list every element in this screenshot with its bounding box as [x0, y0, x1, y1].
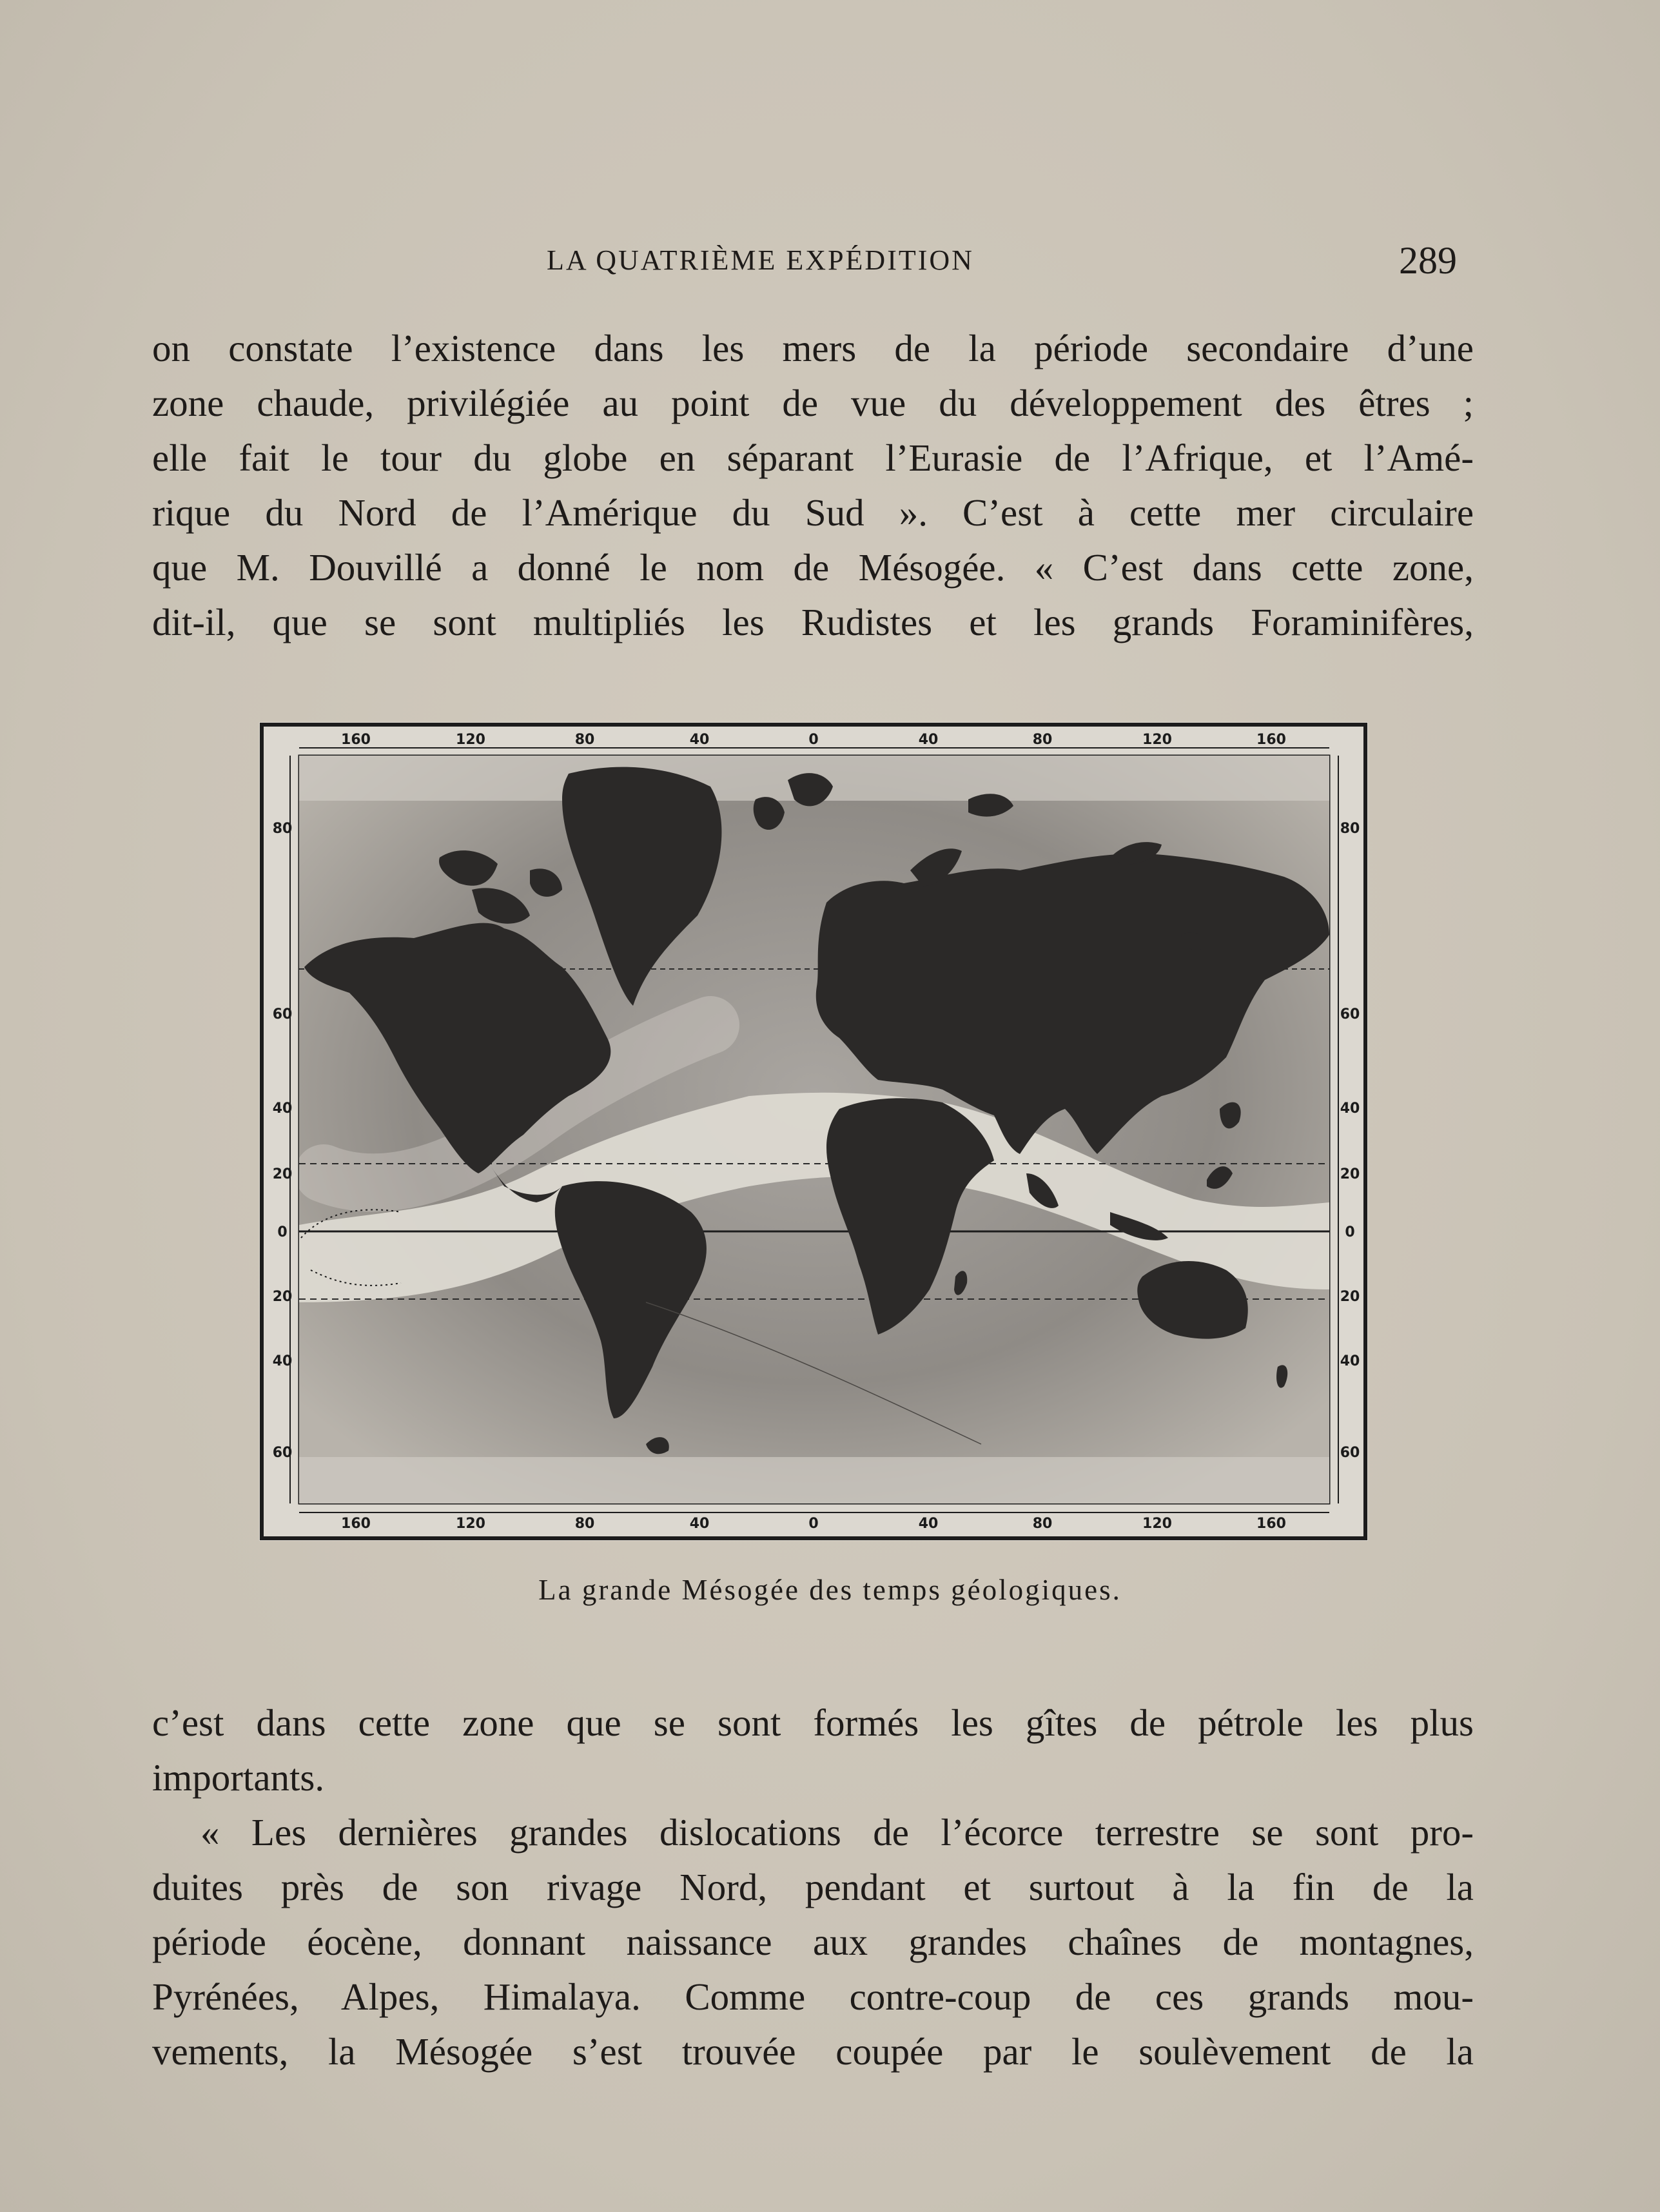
latitude-tick: 20 [272, 1289, 293, 1305]
longitude-tick: 80 [574, 732, 595, 748]
longitude-tick: 40 [918, 1516, 939, 1532]
mesogee-world-map-figure [259, 722, 1368, 1541]
latitude-tick: 40 [1340, 1101, 1360, 1117]
longitude-tick: 160 [1256, 1516, 1286, 1532]
latitude-tick: 60 [272, 1445, 293, 1461]
paragraph-top [152, 321, 1474, 650]
latitude-tick: 20 [1340, 1289, 1360, 1305]
text-line: on constate l’existence dans les mers de la période secondaire d’une [152, 327, 1474, 369]
longitude-tick: 0 [808, 1516, 819, 1532]
latitude-tick: 40 [272, 1101, 293, 1117]
longitude-tick: 120 [1142, 1516, 1172, 1532]
world-map-illustration [259, 722, 1368, 1541]
running-title: LA QUATRIÈME EXPÉDITION [547, 244, 974, 276]
latitude-tick: 40 [1340, 1353, 1360, 1369]
longitude-tick: 160 [341, 732, 371, 748]
latitude-tick: 40 [272, 1353, 293, 1369]
latitude-tick: 60 [1340, 1006, 1360, 1023]
text-line: que M. Douvillé a donné le nom de Mésogée. « C’est dans cette zone, [152, 546, 1474, 589]
text-line: rique du Nord de l’Amérique du Sud ». C’est à cette mer circulaire [152, 491, 1474, 534]
page-number: 289 [1399, 239, 1457, 282]
text-line: « Les dernières grandes dislocations de l’écorce terrestre se sont pro- [200, 1811, 1474, 1854]
text-line: zone chaude, privilégiée au point de vue du développement des êtres ; [152, 382, 1474, 424]
longitude-tick: 160 [1256, 732, 1286, 748]
latitude-tick: 20 [272, 1166, 293, 1182]
latitude-tick: 20 [1340, 1166, 1360, 1182]
longitude-tick: 80 [574, 1516, 595, 1532]
latitude-tick: 60 [272, 1006, 293, 1023]
text-line: elle fait le tour du globe en séparant l’Eurasie de l’Afrique, et l’Amé- [152, 436, 1474, 479]
longitude-tick: 40 [689, 1516, 710, 1532]
text-line: dit-il, que se sont multipliés les Rudistes et les grands Foraminifères, [152, 601, 1474, 643]
longitude-tick: 0 [808, 732, 819, 748]
latitude-tick: 60 [1340, 1445, 1360, 1461]
longitude-tick: 160 [341, 1516, 371, 1532]
longitude-tick: 80 [1032, 732, 1053, 748]
paragraph-bottom [152, 1696, 1474, 2079]
text-line: Pyrénées, Alpes, Himalaya. Comme contre-coup de ces grands mou- [152, 1975, 1474, 2018]
latitude-tick: 80 [272, 821, 293, 837]
latitude-tick: 0 [277, 1224, 288, 1240]
longitude-tick: 80 [1032, 1516, 1053, 1532]
longitude-tick: 40 [918, 732, 939, 748]
text-line: période éocène, donnant naissance aux grandes chaînes de montagnes, [152, 1921, 1474, 1963]
text-line: vements, la Mésogée s’est trouvée coupée par le soulèvement de la [152, 2030, 1474, 2073]
latitude-tick: 0 [1345, 1224, 1355, 1240]
text-line: c’est dans cette zone que se sont formés les gîtes de pétrole les plus [152, 1701, 1474, 1744]
longitude-tick: 120 [1142, 732, 1172, 748]
longitude-tick: 120 [456, 732, 485, 748]
text-line: importants. [152, 1756, 325, 1799]
longitude-tick: 120 [456, 1516, 485, 1532]
text-line: duites près de son rivage Nord, pendant et surtout à la fin de la [152, 1866, 1474, 1908]
longitude-tick: 40 [689, 732, 710, 748]
latitude-tick: 80 [1340, 821, 1360, 837]
figure-caption: La grande Mésogée des temps géologiques. [538, 1574, 1122, 1606]
page-header [0, 239, 1660, 289]
